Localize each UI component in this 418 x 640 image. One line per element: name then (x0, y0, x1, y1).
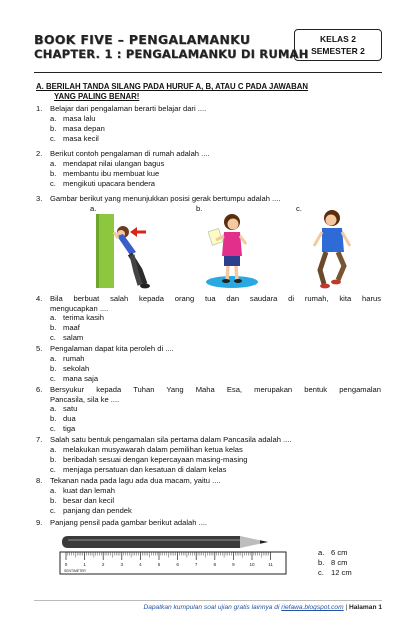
option-letter: b. (50, 414, 57, 423)
q6-option-c[interactable] (50, 424, 75, 434)
shoe-left (320, 284, 330, 289)
q1-option-b[interactable] (50, 124, 105, 134)
class-box (294, 29, 382, 61)
option-letter: b. (50, 364, 57, 373)
ruler-tick-label: 4 (139, 562, 142, 567)
q2-option-c[interactable] (50, 179, 155, 189)
face (326, 215, 337, 226)
question-7 (36, 435, 381, 445)
q8-option-c[interactable] (50, 506, 132, 516)
question-4 (36, 294, 381, 313)
option-text: masa depan (63, 124, 105, 133)
question-2 (36, 149, 381, 159)
ruler-tick-label: 7 (194, 562, 198, 567)
ruler-tick-label: 3 (120, 562, 124, 567)
option-letter: c. (318, 568, 324, 577)
floor-pad (206, 276, 258, 288)
pencil (62, 536, 268, 548)
option-letter: b. (50, 455, 57, 464)
question-text: Panjang pensil pada gambar berikut adalah .... (50, 518, 208, 527)
question-text-cont: mengucapkan .... (50, 303, 109, 313)
question-8 (36, 476, 381, 486)
option-text: besar dan kecil (63, 496, 115, 505)
ruler-tick-label: 0 (64, 562, 68, 567)
footer-text: Dapatkan kumpulan soal ujian gratis lainnya di (143, 604, 280, 611)
pencil-ruler-figure (58, 532, 290, 578)
option-text: sekolah (63, 364, 90, 373)
option-letter: a. (50, 159, 57, 168)
face (228, 219, 239, 230)
instruction-line-2: YANG PALING BENAR! (54, 92, 140, 101)
option-letter: a. (50, 354, 57, 363)
q3-picture-label-a[interactable]: a. (90, 204, 97, 213)
question-number: 3. (36, 194, 43, 203)
header-divider (34, 72, 382, 73)
option-text: maaf (63, 323, 80, 332)
shorts (224, 256, 240, 266)
pencil-highlight (68, 539, 240, 541)
option-letter: b. (50, 124, 57, 133)
arm-left (314, 232, 322, 246)
option-text: mengikuti upacara bendera (63, 179, 156, 188)
question-3 (36, 194, 381, 204)
leg-left (320, 252, 326, 284)
option-text: membantu ibu membuat kue (63, 169, 160, 178)
q9-option-b[interactable] (318, 558, 347, 568)
ruler-tick-label: 9 (232, 562, 235, 567)
ruler-tick-label: 1 (83, 562, 86, 567)
q4-option-a[interactable] (50, 313, 104, 323)
footer-divider (34, 600, 382, 601)
q6-option-b[interactable] (50, 414, 76, 424)
ruler-tick-label: 6 (176, 562, 179, 567)
q7-option-a[interactable] (50, 445, 243, 455)
option-text: dua (63, 414, 76, 423)
option-text: satu (63, 404, 78, 413)
option-text: masa lalu (63, 114, 96, 123)
q3-picture-b[interactable] (196, 208, 268, 290)
q3-picture-c[interactable] (300, 206, 360, 290)
question-text: Bila berbuat salah kepada orang tua dan saudara di rumah, kita harus (50, 294, 381, 303)
pencil-lead (260, 540, 268, 543)
option-letter: a. (50, 445, 57, 454)
q3-picture-label-b[interactable]: b. (196, 204, 203, 213)
question-text: Belajar dari pengalaman berarti belajar dari .... (50, 104, 207, 113)
ruler-unit-label: SENTIMETER (64, 569, 86, 573)
shoe-right (234, 279, 242, 283)
section-instruction (36, 82, 376, 102)
shoe-left (222, 279, 230, 283)
option-text: tiga (63, 424, 76, 433)
option-letter: c. (50, 465, 56, 474)
footer (34, 604, 382, 611)
shirt (117, 234, 136, 255)
option-text: menjaga persatuan dan kesatuan di dalam kelas (63, 465, 227, 474)
q4-option-c[interactable] (50, 333, 83, 343)
q2-option-b[interactable] (50, 169, 159, 179)
option-text: mendapat nilai ulangan bagus (63, 159, 165, 168)
option-text: kuat dan lemah (63, 486, 115, 495)
leg-right (338, 252, 344, 280)
option-letter: c. (50, 374, 56, 383)
option-letter: b. (50, 323, 57, 332)
q5-option-b[interactable] (50, 364, 89, 374)
option-letter: c. (50, 424, 56, 433)
q7-option-c[interactable] (50, 465, 226, 475)
q1-option-c[interactable] (50, 134, 99, 144)
shirt (322, 228, 344, 252)
question-text: Berikut contoh pengalaman di rumah adalah .... (50, 149, 210, 158)
option-text: masa kecil (63, 134, 99, 143)
question-text: Gambar berikut yang menunjukkan posisi gerak bertumpu adalah .... (50, 194, 281, 203)
option-letter: b. (50, 169, 57, 178)
option-letter: c. (50, 179, 56, 188)
book-title: BOOK FIVE – PENGALAMANKU (34, 32, 251, 47)
q9-option-c[interactable] (318, 568, 352, 578)
question-number: 8. (36, 476, 43, 485)
ruler-tick-label: 8 (213, 562, 217, 567)
option-text: panjang dan pendek (63, 506, 132, 515)
q1-option-a[interactable] (50, 114, 96, 124)
q5-option-a[interactable] (50, 354, 85, 364)
option-text: terima kasih (63, 313, 104, 322)
option-letter: c. (50, 506, 56, 515)
option-text: melakukan musyawarah dalam pemilihan ketua kelas (63, 445, 243, 454)
instruction-line-1: A. BERILAH TANDA SILANG PADA HURUF A, B, ATAU C PADA JAWABAN (36, 82, 309, 91)
question-number: 7. (36, 435, 43, 444)
footer-link[interactable]: riefawa.blogspot.com (281, 604, 344, 611)
option-letter: a. (50, 404, 57, 413)
question-number: 5. (36, 344, 43, 353)
question-text: Bersyukur kepada Tuhan Yang Maha Esa, merupakan bentuk pengamalan (50, 385, 381, 394)
q9-option-a[interactable] (318, 548, 347, 558)
option-text: rumah (63, 354, 85, 363)
q3-picture-label-c[interactable]: c. (296, 204, 302, 213)
question-5 (36, 344, 381, 354)
option-letter: a. (50, 114, 57, 123)
push-arrow-head (130, 227, 137, 237)
page-number: Halaman 1 (349, 604, 382, 611)
footer-separator: | (345, 604, 348, 611)
option-text: beribadah sesuai dengan kepercayaan masing-masing (63, 455, 248, 464)
q8-option-b[interactable] (50, 496, 114, 506)
question-number: 2. (36, 149, 43, 158)
option-letter: b. (50, 496, 57, 505)
semester-label: SEMESTER 2 (311, 46, 365, 56)
question-number: 6. (36, 385, 43, 394)
q3-picture-a[interactable] (90, 210, 162, 290)
shoe (140, 284, 150, 289)
shoe-right (331, 280, 341, 285)
q7-option-b[interactable] (50, 455, 247, 465)
option-text: 12 cm (331, 568, 352, 577)
option-letter: c. (50, 333, 56, 342)
shirt (222, 232, 242, 256)
ruler-tick-label: 5 (157, 562, 161, 567)
option-letter: a. (50, 313, 57, 322)
option-letter: a. (318, 548, 325, 557)
question-6 (36, 385, 381, 404)
pencil-body (62, 536, 240, 548)
chapter-title: CHAPTER. 1 : PENGALAMANKU DI RUMAH (34, 47, 309, 61)
question-9 (36, 518, 381, 528)
ruler-tick-label: 10 (249, 562, 255, 567)
ruler (60, 552, 286, 574)
ruler-tick-label: 2 (101, 562, 105, 567)
wall-shadow (96, 214, 99, 288)
question-1 (36, 104, 381, 114)
option-letter: a. (50, 486, 57, 495)
q2-option-a[interactable] (50, 159, 164, 169)
question-number: 4. (36, 294, 43, 303)
question-number: 1. (36, 104, 43, 113)
option-letter: b. (318, 558, 325, 567)
q4-option-b[interactable] (50, 323, 80, 333)
option-text: mana saja (63, 374, 99, 383)
question-text: Salah satu bentuk pengamalan sila pertama dalam Pancasila adalah .... (50, 435, 292, 444)
q8-option-a[interactable] (50, 486, 115, 496)
question-text-cont: Pancasila, sila ke .... (50, 394, 120, 404)
question-text: Pengalaman dapat kita peroleh di .... (50, 344, 174, 353)
question-number: 9. (36, 518, 43, 527)
option-text: 8 cm (331, 558, 348, 567)
option-text: 6 cm (331, 548, 348, 557)
q5-option-c[interactable] (50, 374, 98, 384)
ruler-tick-label: 11 (268, 562, 273, 567)
option-text: salam (63, 333, 84, 342)
question-text: Tekanan nada pada lagu ada dua macam, yaitu .... (50, 476, 221, 485)
q6-option-a[interactable] (50, 404, 77, 414)
kelas-label: KELAS 2 (320, 34, 356, 44)
option-letter: c. (50, 134, 56, 143)
